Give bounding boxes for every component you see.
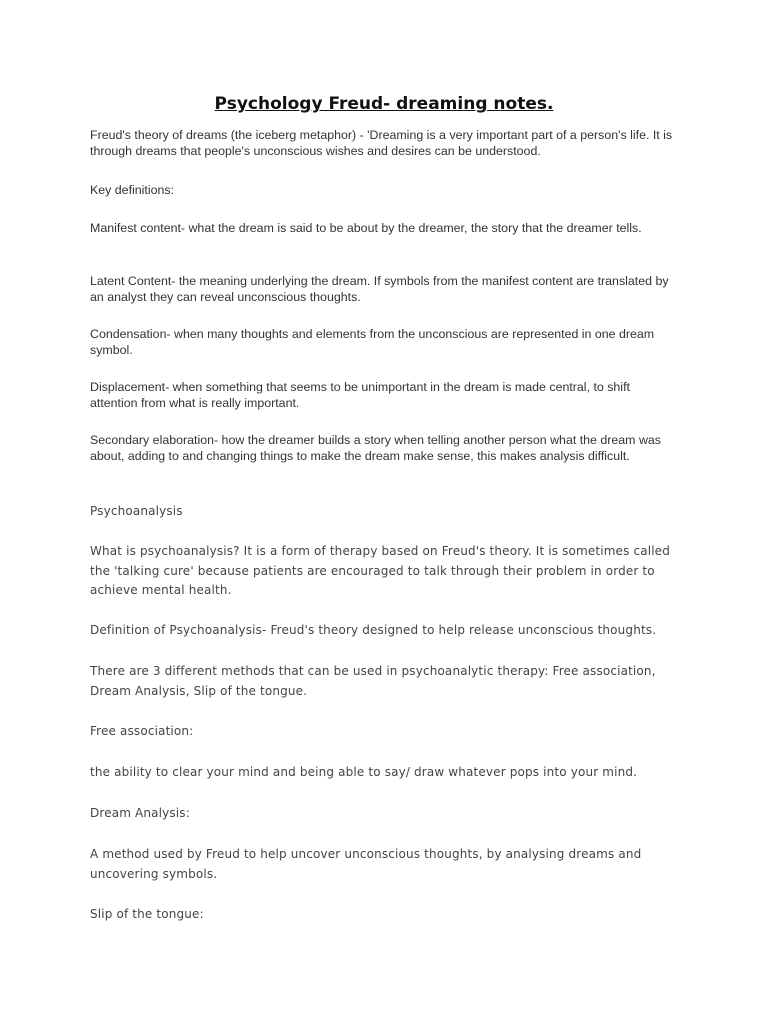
methods-paragraph: There are 3 different methods that can be used in psychoanalytic therapy: Free association, Dream Analysis, Slip of the tongue. [90,664,656,698]
dream-analysis-heading: Dream Analysis: [90,806,190,820]
free-association-heading: Free association: [90,724,194,738]
key-definitions-heading: Key definitions: [90,183,175,197]
displacement-definition: Displacement- when something that seems to be unimportant in the dream is made central, to shift attention from what is really important. [90,380,630,410]
slip-of-tongue-heading: Slip of the tongue: [90,907,204,921]
psychoanalysis-description: What is psychoanalysis? It is a form of therapy based on Freud's theory. It is sometimes called the 'talking cure' because patients are encouraged to talk through their problem in order to achieve mental health. [90,544,670,597]
latent-content-definition: Latent Content- the meaning underlying the dream. If symbols from the manifest content are translated by an analyst they can reveal unconscious thoughts. [90,274,669,304]
manifest-content-definition: Manifest content- what the dream is said to be about by the dreamer, the story that the dreamer tells. [90,221,642,235]
condensation-definition: Condensation- when many thoughts and elements from the unconscious are represented in one dream symbol. [90,327,655,357]
secondary-elaboration-definition: Secondary elaboration- how the dreamer builds a story when telling another person what the dream was about, adding to and changing things to make the dream make sense, this makes analysis difficult. [90,433,661,463]
page-title: Psychology Freud- dreaming notes. [214,94,554,114]
dream-analysis-description: A method used by Freud to help uncover unconscious thoughts, by analysing dreams and uncovering symbols. [90,847,642,881]
intro-paragraph: Freud's theory of dreams (the iceberg metaphor) - 'Dreaming is a very important part of a person's life. It is through dreams that people's unconscious wishes and desires can be understood. [90,128,673,158]
psychoanalysis-definition: Definition of Psychoanalysis- Freud's theory designed to help release unconscious thoughts. [90,623,657,637]
free-association-description: the ability to clear your mind and being able to say/ draw whatever pops into your mind. [90,765,638,779]
psychoanalysis-heading: Psychoanalysis [90,504,183,518]
